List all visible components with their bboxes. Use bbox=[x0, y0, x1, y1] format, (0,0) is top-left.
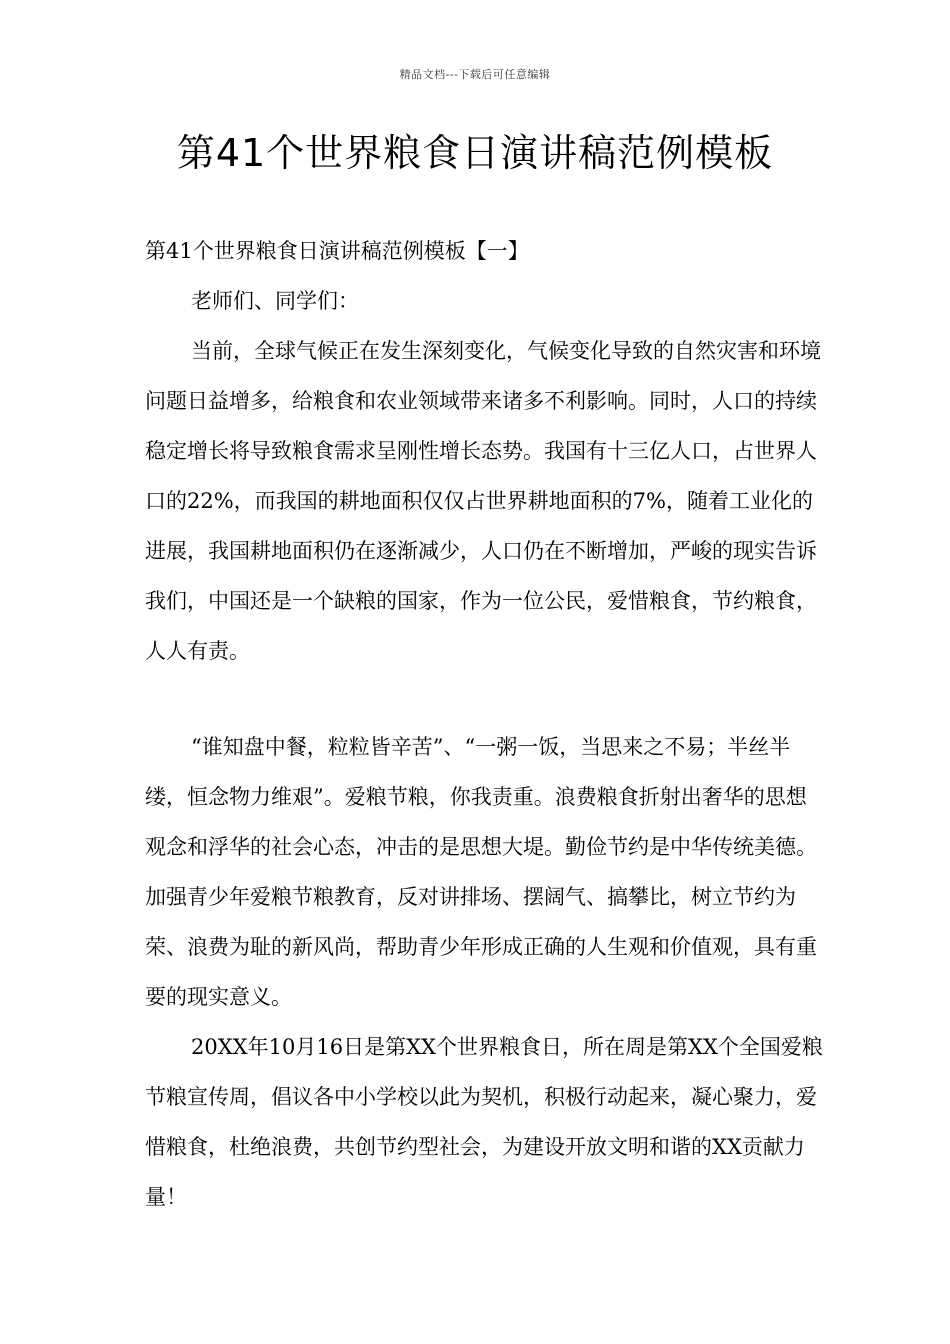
greeting-text: 老师们、同学们： bbox=[191, 289, 359, 313]
greeting bbox=[145, 276, 825, 326]
section-subheading bbox=[145, 226, 825, 276]
subheading-text: 第41个世界粮食日演讲稿范例模板【一】 bbox=[145, 239, 529, 263]
paragraph-2 bbox=[145, 722, 825, 1022]
paragraph-text: 20XX年10月16日是第XX个世界粮食日，所在周是第XX个全国爱粮节粮宣传周，倡议各中小学校以此为契机，积极行动起来，凝心聚力，爱惜粮食，杜绝浪费，共创节约型社会，为建设开放文明和谐的XX贡献力量！ bbox=[145, 1035, 823, 1209]
document-title: 第41个世界粮食日演讲稿范例模板 bbox=[176, 131, 774, 175]
paragraph-text: “谁知盘中餐，粒粒皆辛苦”、“一粥一饭，当思来之不易；半丝半缕，恒念物力维艰”。爱粮节粮，你我责重。浪费粮食折射出奢华的思想观念和浮华的社会心态，冲击的是思想大堤。勤俭节约是中华传统美德。加强青少年爱粮节粮教育，反对讲排场、摆阔气、搞攀比，树立节约为荣、浪费为耻的新风尚，帮助青少年形成正确的人生观和价值观，具有重要的现实意义。 bbox=[145, 735, 817, 1009]
paragraph-1 bbox=[145, 326, 825, 676]
paragraph-text: 当前，全球气候正在发生深刻变化，气候变化导致的自然灾害和环境问题日益增多，给粮食和农业领域带来诸多不利影响。同时，人口的持续稳定增长将导致粮食需求呈刚性增长态势。我国有十三亿人口，占世界人口的22%，而我国的耕地面积仅仅占世界耕地面积的7%，随着工业化的进展，我国耕地面积仍在逐渐减少，人口仍在不断增加，严峻的现实告诉我们，中国还是一个缺粮的国家，作为一位公民，爱惜粮食，节约粮食，人人有责。 bbox=[145, 339, 821, 663]
header-note: 精品文档---下载后可任意编辑 bbox=[399, 68, 551, 81]
paragraph-3 bbox=[145, 1022, 825, 1222]
